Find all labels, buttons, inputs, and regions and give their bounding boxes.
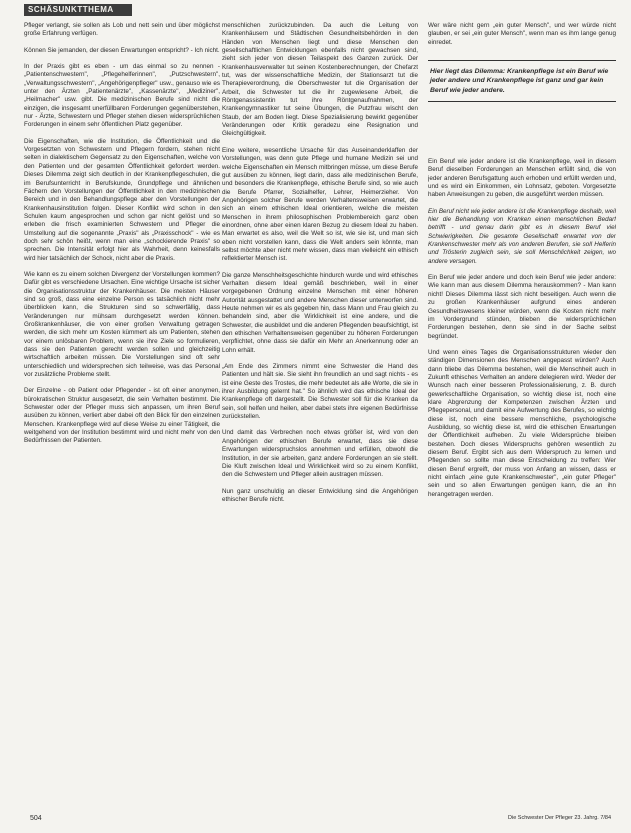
paragraph: Nun ganz unschuldig an dieser Entwicklung sind die Angehörigen ethischer Berufe nicht. [222, 487, 418, 503]
paragraph: Pfleger verlangt, sie sollen als Lob und nett sein und über möglichst große Erfahrung verfügen. [24, 22, 220, 38]
paragraph: menschlichen zurückzubinden. Da auch die Leitung von Krankenhäusern und Städtischen Gesundheitsbehörden in den Händen von Menschen liegt und diese Menschen den gesellschaftlichen Entwicklungen ebenfalls nicht gewachsen sind, zieht sich jeder von diesen Teilaspekt des Ganzen zurück. Der Krankenhausverwalter tut seinen Kostenberechnungen, der Chefarzt tut, was der wissenschaftliche Medizin, der Stationsarzt tut die Therapieverordnung, die Oberschwester tut die Organisation der Arbeit, die Schwester tut die ihr zugewiesene Arbeit, die Röntgenassistentin tut ihre Röntgenaufnahmen, der Krankengymnastiker tut seine Übungen, die Putzfrau wischt den Staub, der am Boden liegt. Diese Spezialisierung bewirkt gegenüber Veränderungen oder Kritik geradezu eine Resignation und Gleichgültigkeit. [222, 22, 418, 138]
paragraph: Die ganze Menschheitsgeschichte hindurch wurde und wird ethisches Verhalten diesem Ideal gemäß beschrieben, weil in einer vorgegebenen Ordnung einzelne Menschen mit einer höheren Autorität ausgestattet und andere Menschen dieser unterworfen sind. Heute nehmen wir es als gegeben hin, dass Mann und Frau gleich zu behandeln sind, aber die Wirklichkeit ist eine andere, und die Schwester, die ausbildet und die anderen Pflegenden beaufsichtigt, ist den ethischen Verhaltensweisen gegenüber zu höheren Forderungen verpflichtet, ohne dass sie dafür ein Mehr an Anerkennung oder an Lohn erhält. [222, 271, 418, 354]
paragraph: Die Eigenschaften, wie die Institution, die Öffentlichkeit und die Vorgesetzten von Schwestern und Pflegern fordern, stehen nicht selten in dialektischem Gegensatz zu den Eigenschaften, welche von den Patienten und der gesamten Öffentlichkeit gefordert werden. Dieses Dilemma zeigt sich deutlich in der Krankenpflegeschulen, die im Berufsunterricht in Berufskunde, Grundpflege und ähnlichen Fächern den Vorstellungen der Öffentlichkeit in den medizinischen Bereich und in den Behandlungspflege aber den Vorstellungen der Krankenhausinstitution folgen. Dieser Konflikt wird schon in den Schulen kaum angesprochen und schon gar nicht gelöst und so erleben die frisch examinierten Schwestern und Pfleger die Umstellung auf die sogenannte „Praxis" als „Praxisschock" - wie es doch sehr schön heißt, wenn man eine „schockierende Praxis" so sprechen. Die Intensität erfolgt hier als Wahrheit, denn keinesfalls wird hier tatsächlich der Schock, nicht aber die Praxis. [24, 137, 220, 262]
article-column-1 [24, 22, 220, 812]
paragraph: Ein Beruf wie jeder andere ist die Krankenpflege, weil in diesem Beruf dieselben Forderungen an Menschen erfüllt sind, die von jeder anderen Berufsgattung auch erhoben und erfüllt werden und, und es wird ein Einkommen, ein Lohnsatz, geboten. Vorgesetzte haben Anweisungen zu geben, die ausgeführt werden müssen. [428, 158, 616, 199]
paragraph: Und wenn eines Tages die Organisationsstrukturen wieder den ständigen Dimensionen des Menschen angepasst würden? Auch dann bliebe das Dilemma bestehen, weil die Menschheit auch in Zukunft ethisches Verhalten an andere delegieren wird. Weder der Wunsch nach einer besseren Professionalisierung, z. B. durch gewerkschaftliche Organisation, so wichtig diese ist, noch eine klare Abgrenzung der Kompetenzen zwischen Ärzten und Pflegepersonal, und damit eine Aufwertung des Berufes, so wichtig diese ist, noch eine bessere menschliche, psychologische Ausbildung, so wichtig diese ist, wird die ethischen Erwartungen der Öffentlichkeit aufheben. Zu viele Widersprüche bleiben bestehen. Doch dieses Widerspruchs gehören wesentlich zu diesem Beruf. Ergibt sich aus dem Widerspruch zu lernen und Pflegenden so sollte man diese Entscheidung zu treffen: Wer diesen Beruf ergreift, der muss von Anfang an wissen, dass er nicht einfach „eine gute Krankenschwester", „ein guter Pfleger" sein und so allen Erwartungen genügen kann, die an ihn herangetragen werden. [428, 348, 616, 498]
paragraph: Ein Beruf wie jeder andere und doch kein Beruf wie jeder andere: Wie kann man aus diesem Dilemma herauskommen? - Man kann nicht! Dieses Dilemma lässt sich nicht beseitigen. Auch wenn die zu großen Krankenhäuser aufgrund eines anderen Gesundheitswesens kleiner würden, wenn die Kosten nicht mehr im Vordergrund stünden, blieben die widersprüchlichen Forderungen bestehen, denn sie sind in der Sache selbst begründet. [428, 274, 616, 340]
article-column-3 [428, 158, 616, 818]
paragraph: Können Sie jemanden, der diesen Erwartungen entspricht? - Ich nicht. [24, 46, 220, 54]
paragraph: Eine weitere, wesentliche Ursache für das Auseinanderklaffen der Vorstellungen, was denn gute Pflege und humane Medizin sei und welche Eigenschaften ein Mensch mitbringen müsse, um diese Berufe gut ausüben zu können, liegt darin, dass alle medizinischen Berufe, und besonders die Krankenpflege, ethische Berufe sind, so wie auch die Berufe Pfarrer, Sozialhelfer, Lehrer, Heimerzieher. Von Angehörigen solcher Berufe werden Verhaltensweisen erwartet, die sich an einem ethischen Ideal orientieren, welche die meisten Menschen in ihrem philosophischen Problembereich ganz oben einordnen, ohne aber einen klaren Bezug zu diesem Ideal zu haben. Man erwartet es also, weil die Welt so ist, wie sie ist, und man sich eben nicht vorstellen kann, dass die Welt anders sein könnte, man selbst möchte aber nicht mehr wissen, dass man vielleicht ein ethisch reflektierter Mensch ist. [222, 146, 418, 263]
page-number: 504 [30, 815, 42, 822]
paragraph: Der Einzelne - ob Patient oder Pflegender - ist oft einer anonymen, bürokratischen Struktur ausgesetzt, die sein Verhalten bestimmt. Die Schwester oder der Pfleger muss sich anpassen, um ihren Beruf ausüben zu können, verliert aber dabei oft den Blick für den einzelnen Menschen. Krankenpflege wird auf diese Weise zu einer Tätigkeit, die weitgehend von der Institution bestimmt wird und nicht mehr von den Bedürfnissen der Patienten. [24, 387, 220, 445]
article-column-2 [222, 22, 418, 812]
paragraph: Wie kann es zu einem solchen Divergenz der Vorstellungen kommen? Dafür gibt es verschiedene Ursachen. Eine wichtige Ursache ist sicher die Organisationsstruktur der Krankenhäuser. Die meisten Häuser sind so groß, dass eine einzelne Person es tatsächlich nicht mehr überblicken kann, die Strukturen sind so schwerfällig, dass Veränderungen nur mühsam durchgesetzt werden können. Großkrankenhäuser, die von einer großen Verwaltung getragen werden, die sich mehr um Kosten kümmert als um Patienten, stehen vor einem unlösbaren Problem, wenn sie ihre Ziele so formulieren, dass sie den Patienten gerecht werden sollen und gleichzeitig wirtschaftlich arbeiten müssen. Die Vorstellungen sind oft sehr unterschiedlich und widersprechen sich teilweise, was das Personal vor zusätzliche Probleme stellt. [24, 270, 220, 379]
pull-quote: Hier liegt das Dilemma: Krankenpflege ist ein Beruf wie jeder andere und Krankenpflege ist ganz und gar kein Beruf wie jeder andere. [428, 60, 616, 102]
paragraph: „Am Ende des Zimmers nimmt eine Schwester die Hand des Patienten und hält sie. Sie sieht ihn freundlich an und sagt nichts - es ist eine Geste des Trostes, die mehr bedeutet als alle Worte, die sie in ihrer Ausbildung gelernt hat." So ähnlich wird das ethische Ideal der Krankenpflege oft dargestellt. Die Schwester soll für die Kranken da sein, soll helfen und heilen, aber dabei stets ihre eigenen Bedürfnisse zurückstellen. [222, 363, 418, 421]
paragraph: Und damit das Verbrechen noch etwas größer ist, wird von den Angehörigen der ethischen Berufe erwartet, dass sie diese Erwartungen widerspruchslos annehmen und erfüllen, obwohl die Institution, in der sie arbeiten, ganz andere Forderungen an sie stellt. Die Kluft zwischen Ideal und Wirklichkeit wird so zu einem Konflikt, den die Schwestern und Pfleger allein austragen müssen. [222, 429, 418, 479]
article-column-3-intro: Wer wäre nicht gern „ein guter Mensch", und wer würde nicht glauben, er sei „ein guter Mensch", wenn man es ihm lange genug einredet. [428, 22, 616, 46]
paragraph: In der Praxis gibt es eben - um das einmal so zu nennen - „Patientenschwestern", „Pflegehelferinnen", „Putzschwestern", „Verwaltungsschwestern", „Angehörigenpfleger" usw., genauso wie es unter den Ärzten „Patientenärzte", „Kassenärzte", „Mediziner", „Heilmacher" usw. gibt. Die medizinischen Berufe sind nicht die einzigen, die insgesamt unerfüllbaren Forderungen gegenüberstehen, nur - Ärzte, Schwestern und Pfleger stehen diesen widersprüchlichen Forderungen in einem sehr öffentlichen Platz gegenüber. [24, 63, 220, 129]
paragraph: Ein Beruf nicht wie jeder andere ist die Krankenpflege deshalb, weil hier die Behandlung von Kranken einen menschlichen Bedarf betrifft - und genau darin gibt es in diesem Beruf viel Schwierigkeiten. Die gesamte Gesellschaft erwartet von der Krankenschwester mehr als von anderen Berufen, sie soll Helferin und Trösterin zugleich sein, sie soll Menschlichkeit zeigen, wo andere versagen. [428, 207, 616, 265]
publication-source: Die Schwester Der Pfleger 23. Jahrg. 7/84 [508, 815, 612, 821]
section-header: SCHÄSUNKTTHEMA [24, 4, 132, 16]
